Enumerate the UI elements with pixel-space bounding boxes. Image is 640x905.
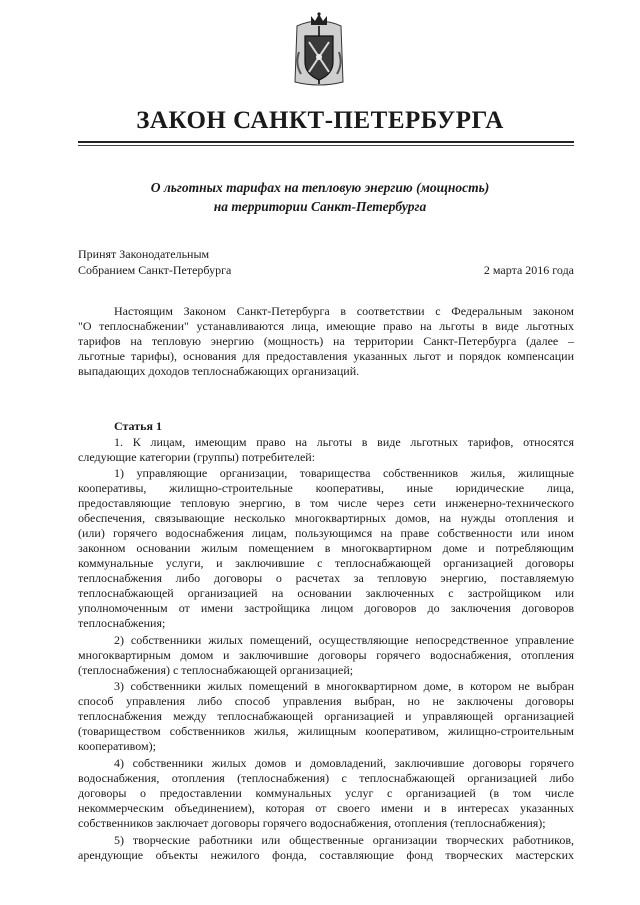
text-line: предоставляющие тепловую энергию, в том числе через сети инженерно-технического bbox=[78, 496, 574, 510]
text-line: 1) управляющие организации, товарищества собственников жилья, жилищные bbox=[114, 466, 574, 480]
coat-of-arms-icon bbox=[291, 12, 347, 90]
adoption-line: Принят Законодательным bbox=[78, 247, 210, 261]
text-line: коммунальные услуги, и заключившие с теплоснабжающей организацией договоры bbox=[78, 556, 574, 570]
text-line: выпадающих доходов теплоснабжающих организаций. bbox=[78, 364, 360, 378]
text-line: теплоснабжения; bbox=[78, 616, 166, 630]
text-line: многоквартирным домом и заключившие договоры горячего водоснабжения, отопления bbox=[78, 648, 574, 662]
article-item-5 bbox=[78, 833, 574, 863]
law-title: ЗАКОН САНКТ-ПЕТЕРБУРГА bbox=[136, 107, 504, 134]
text-line: обеспечения, связывающие несколько многоквартирных домов, на нужды отопления и bbox=[78, 511, 574, 525]
article-item-4 bbox=[78, 756, 574, 831]
law-subject bbox=[0, 178, 640, 216]
text-line: (теплоснабжения) с теплоснабжающей организацией; bbox=[78, 663, 354, 677]
text-line: 4) собственники жилых домов и домовладений, заключившие договоры горячего bbox=[114, 756, 574, 770]
text-line: водоснабжения, отопления (теплоснабжения) с теплоснабжающей организацией либо bbox=[78, 771, 574, 785]
title-divider-thin bbox=[78, 145, 574, 146]
article-item-2 bbox=[78, 633, 574, 678]
text-line: следующие категории (группы) потребителей: bbox=[78, 450, 316, 464]
preamble-paragraph bbox=[78, 304, 574, 379]
text-line: кооперативы, жилищно-строительные кооперативы, иные юридические лица, bbox=[78, 481, 574, 495]
text-line: уполномоченным от имени застройщика лицом договоров до заключения договоров bbox=[78, 601, 574, 615]
text-line: способ управления либо способ управления выбран, но не заключены договоры bbox=[78, 694, 574, 708]
text-line: (или) горячего водоснабжения лицам, пользующимся на праве собственности или ином bbox=[78, 526, 574, 540]
adoption-date: 2 марта 2016 года bbox=[483, 263, 574, 277]
text-line: Настоящим Законом Санкт-Петербурга в соответствии с Федеральным законом bbox=[114, 304, 574, 318]
adoption-line: Собранием Санкт-Петербурга bbox=[78, 263, 232, 277]
article-item-1 bbox=[78, 466, 574, 631]
text-line: "О теплоснабжении" устанавливаются лица, имеющие право на льготы в виде льготных bbox=[78, 319, 574, 333]
text-line: кооперативом); bbox=[78, 739, 156, 753]
adoption-block bbox=[78, 246, 574, 278]
text-line: теплоснабжения между теплоснабжающей организацией и управляющей организацией bbox=[78, 709, 574, 723]
law-subject-line: на территории Санкт-Петербурга bbox=[213, 199, 427, 214]
text-line: тарифов на тепловую энергию (мощность) на территории Санкт-Петербурга (далее – bbox=[78, 334, 574, 348]
text-line: (товариществом собственников жилья, жилищным кооперативом, жилищно-строительным bbox=[78, 724, 574, 738]
text-line: 3) собственники жилых помещений в многоквартирном доме, в котором не выбран bbox=[114, 679, 574, 693]
text-line: некоммерческим объединением), которая от своего имени и в интересах указанных bbox=[78, 801, 574, 815]
text-line: теплоснабжающей организацией на основании заключенных с застройщиком или bbox=[78, 586, 574, 600]
text-line: льготные тарифы), основания для предоставления указанных льгот и порядок компенсации bbox=[78, 349, 574, 363]
article-paragraph bbox=[78, 435, 574, 465]
text-line: арендующие объекты нежилого фонда, составляющие фонд творческих мастерских bbox=[78, 848, 574, 862]
text-line: законном основании жилым помещением в многоквартирном доме и потребляющим bbox=[78, 541, 574, 555]
text-line: 2) собственники жилых помещений, осуществляющие непосредственное управление bbox=[114, 633, 574, 647]
article-item-3 bbox=[78, 679, 574, 754]
text-line: 5) творческие работники или общественные организации творческих работников, bbox=[114, 833, 574, 847]
text-line: теплоснабжения либо договоры о расчетах за тепловую энергию, поставляемую bbox=[78, 571, 574, 585]
law-subject-line: О льготных тарифах на тепловую энергию (мощность) bbox=[150, 180, 490, 195]
text-line: 1. К лицам, имеющим право на льготы в виде льготных тарифов, относятся bbox=[114, 435, 574, 449]
title-divider-thick bbox=[78, 141, 574, 143]
text-line: договоры о предоставлении коммунальных услуг с организацией (в том числе bbox=[78, 786, 574, 800]
article-heading: Статья 1 bbox=[114, 419, 162, 433]
text-line: собственников заключает договоры горячего водоснабжения, отопления (теплоснабжения); bbox=[78, 816, 546, 830]
